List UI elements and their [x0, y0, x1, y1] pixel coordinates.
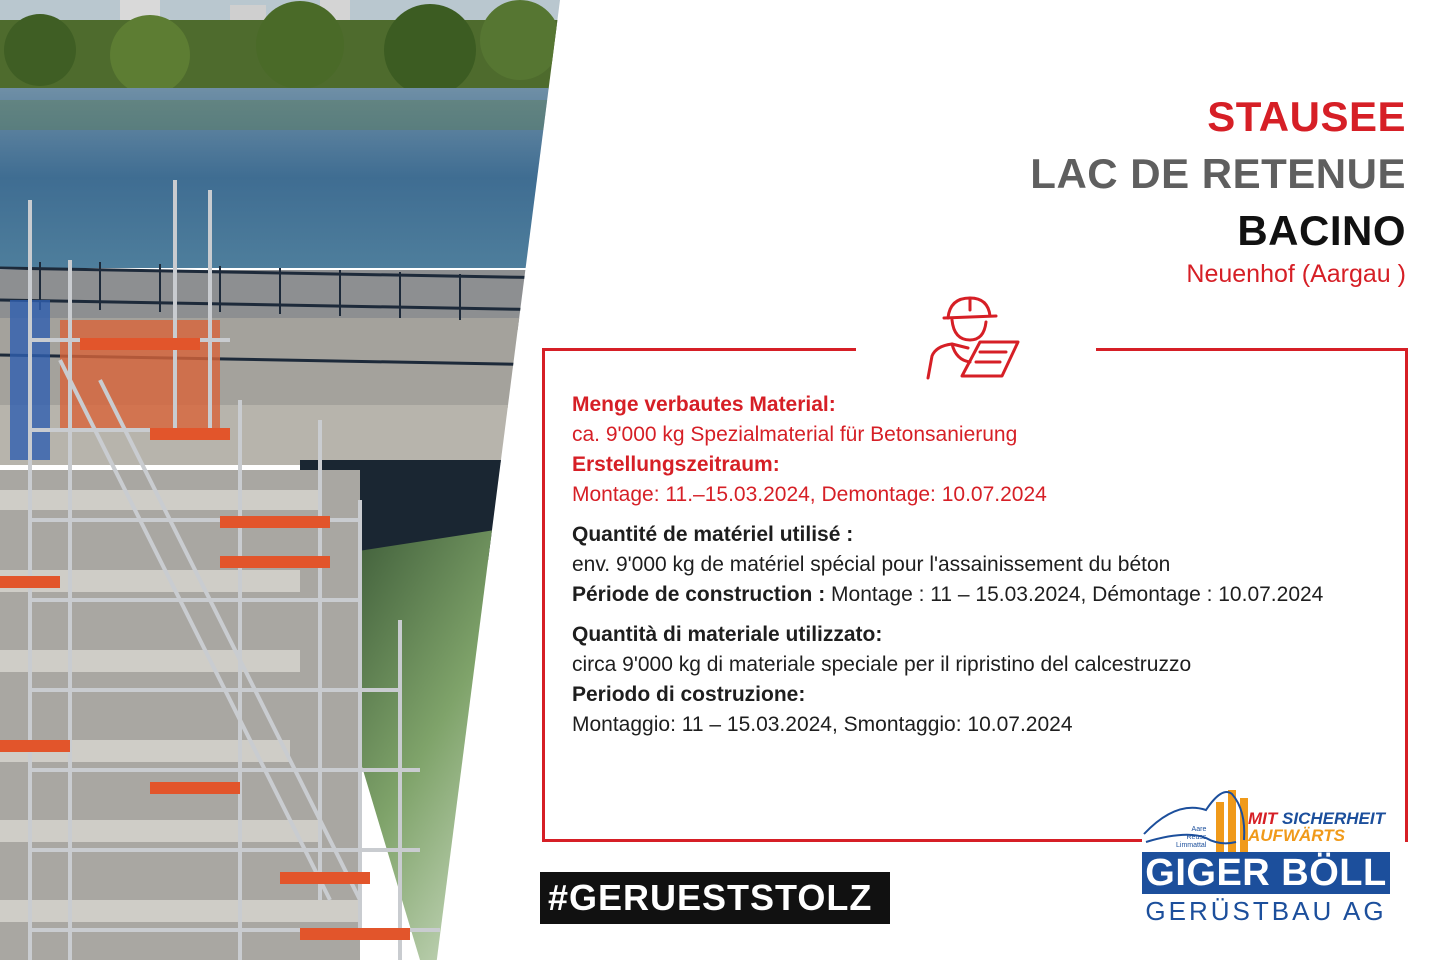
river-aare: Aare — [1191, 826, 1207, 833]
de-period-value: Montage: 11.–15.03.2024, Demontage: 10.07.2024 — [572, 483, 1047, 506]
frame-left-line — [542, 348, 545, 842]
river-limmattal: Limmattal — [1176, 842, 1207, 849]
location-label: Neuenhof (Aargau ) — [1186, 260, 1406, 288]
logo-rivers — [1176, 826, 1206, 850]
fr-material-label: Quantité de matériel utilisé : — [572, 523, 854, 546]
title-german: STAUSEE — [1207, 93, 1406, 140]
slogan-sicherheit: SICHERHEIT — [1277, 809, 1385, 828]
logo-slogan — [1248, 810, 1385, 844]
giger-boell-logo — [1136, 780, 1406, 930]
frame-bottom-line — [542, 839, 1142, 842]
frame-right-line — [1405, 348, 1408, 842]
fr-material-value: env. 9'000 kg de matériel spécial pour l'assainissement du béton — [572, 553, 1171, 576]
it-material-value: circa 9'000 kg di materiale speciale per il ripristino del calcestruzzo — [572, 653, 1192, 676]
frame-top-left-line — [542, 348, 856, 351]
fr-period-line — [572, 580, 1392, 610]
frame-top-right-line — [1096, 348, 1408, 351]
title-block — [1030, 88, 1406, 259]
de-material-label: Menge verbautes Material: — [572, 393, 836, 416]
it-period-value: Montaggio: 11 – 15.03.2024, Smontaggio: 10.07.2024 — [572, 713, 1073, 736]
river-reuss: Reuss — [1186, 834, 1207, 841]
de-period-label: Erstellungszeitraum: — [572, 453, 780, 476]
slogan-mit: MIT — [1248, 809, 1278, 828]
logo-company-subtitle: GERÜSTBAU AG — [1145, 896, 1387, 926]
it-period-label: Periodo di costruzione: — [572, 683, 806, 706]
logo-company-name: GIGER BÖLL — [1142, 852, 1390, 894]
fr-period-value: Montage : 11 – 15.03.2024, Démontage : 10.07.2024 — [825, 583, 1324, 606]
info-text-block — [572, 390, 1392, 740]
hashtag-banner: #GERUESTSTOLZ — [540, 872, 890, 924]
scaffolding-photo — [0, 0, 560, 960]
it-material-label: Quantità di materiale utilizzato: — [572, 623, 883, 646]
worker-with-clipboard-icon — [918, 290, 1028, 380]
slogan-aufwaerts: AUFWÄRTS — [1248, 826, 1345, 845]
fr-period-label: Période de construction : — [572, 583, 826, 606]
title-italian: BACINO — [1237, 207, 1406, 254]
de-material-value: ca. 9'000 kg Spezialmaterial für Betonsanierung — [572, 423, 1018, 446]
title-french: LAC DE RETENUE — [1030, 150, 1406, 197]
